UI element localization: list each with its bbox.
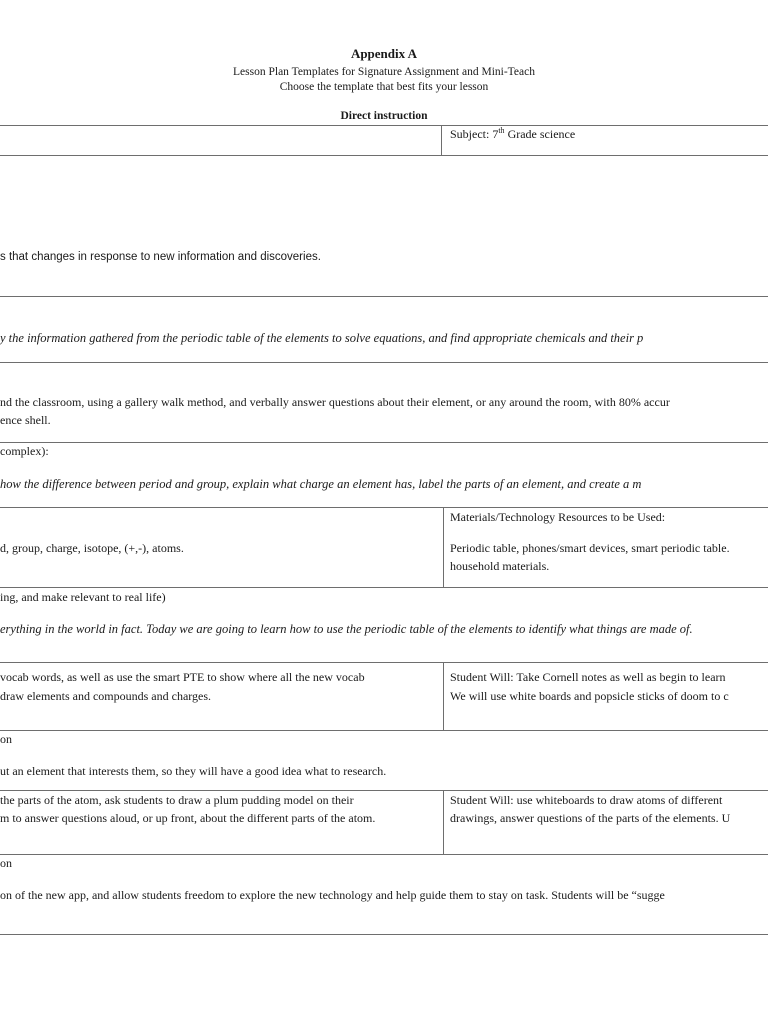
- vocabulary-text: d, group, charge, isotope, (+,-), atoms.: [0, 541, 184, 555]
- subject-cell: Subject: 7th Grade science: [450, 126, 576, 141]
- appendix-title: Appendix A: [350, 46, 418, 61]
- column-divider: [443, 790, 444, 854]
- guided-practice-label: on: [0, 732, 12, 746]
- row-divider: [0, 155, 768, 156]
- column-divider: [443, 507, 444, 587]
- row-divider: [0, 587, 768, 588]
- teacher-instruction-line-1: vocab words, as well as use the smart PTE to show where all the new vocab: [0, 670, 365, 684]
- row-divider: [0, 442, 768, 443]
- student-guided-line-2: drawings, answer questions of the parts of the elements. U: [450, 811, 731, 825]
- student-instruction-line-1: Student Will: Take Cornell notes as well as begin to learn: [450, 670, 726, 684]
- table-bottom-border: [0, 934, 768, 935]
- objective-text: y the information gathered from the periodic table of the elements to solve equations, and find appropriate chemicals and their p: [0, 331, 644, 345]
- assessment-line-1: nd the classroom, using a gallery walk method, and verbally answer questions about their element, or any around the room, with 80% accur: [0, 395, 670, 409]
- complex-label: complex):: [0, 444, 49, 458]
- anticipatory-text: erything in the world in fact. Today we are going to learn how to use the periodic table of the elements to identify what things are made of.: [0, 622, 693, 636]
- column-divider: [441, 125, 442, 155]
- row-divider: [0, 730, 768, 731]
- teacher-instruction-line-2: draw elements and compounds and charges.: [0, 689, 212, 703]
- assessment-line-2: ence shell.: [0, 413, 51, 427]
- row-divider: [0, 507, 768, 508]
- column-divider: [443, 662, 444, 730]
- subtitle-choose: Choose the template that best fits your lesson: [279, 81, 489, 93]
- materials-label: Materials/Technology Resources to be Used:: [450, 510, 666, 524]
- row-divider: [0, 662, 768, 663]
- student-instruction-line-2: We will use white boards and popsicle sticks of doom to c: [450, 689, 729, 703]
- complex-text: how the difference between period and group, explain what charge an element has, label the parts of an element, and create a m: [0, 477, 642, 491]
- teacher-guided-line-1: the parts of the atom, ask students to draw a plum pudding model on their: [0, 793, 354, 807]
- materials-line-2: household materials.: [450, 559, 550, 573]
- table-top-border: [0, 125, 768, 126]
- materials-line-1: Periodic table, phones/smart devices, smart periodic table.: [450, 541, 730, 555]
- teacher-guided-line-2: m to answer questions aloud, or up front, about the different parts of the atom.: [0, 811, 376, 825]
- standard-text: s that changes in response to new information and discoveries.: [0, 251, 321, 263]
- independent-practice-label: on: [0, 856, 12, 870]
- student-guided-line-1: Student Will: use whiteboards to draw atoms of different: [450, 793, 723, 807]
- anticipatory-label: ing, and make relevant to real life): [0, 590, 166, 604]
- independent-practice-text: on of the new app, and allow students freedom to explore the new technology and help guide them to stay on task. Students will be “sugge: [0, 888, 665, 902]
- section-title: Direct instruction: [340, 110, 428, 122]
- subtitle-templates: Lesson Plan Templates for Signature Assignment and Mini-Teach: [233, 66, 535, 78]
- guided-practice-text: ut an element that interests them, so they will have a good idea what to research.: [0, 764, 387, 778]
- row-divider: [0, 854, 768, 855]
- row-divider: [0, 362, 768, 363]
- row-divider: [0, 296, 768, 297]
- row-divider: [0, 790, 768, 791]
